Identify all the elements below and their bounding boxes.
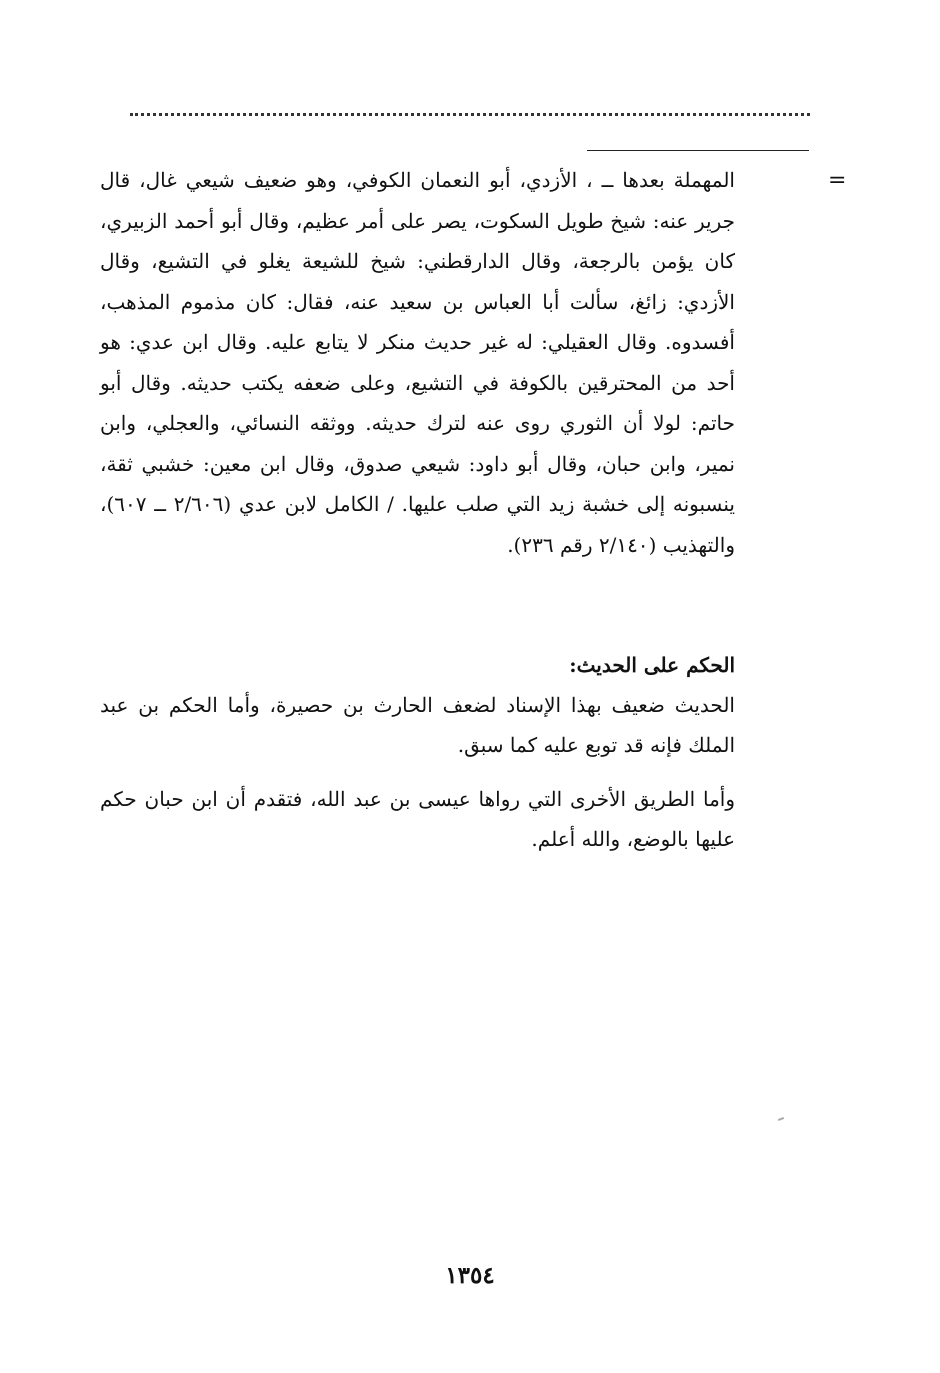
footnote-continuation-marker: = [828,168,847,193]
judgement-paragraph-2: وأما الطريق الأخرى التي رواها عيسى بن عبد الله، فتقدم أن ابن حبان حكم عليها بالوضع، والله أعلم. [100,787,735,851]
footnote-block [100,160,735,565]
footnote-rule [587,150,809,151]
section-heading: الحكم على الحديث: [569,653,735,677]
page-number: ١٣٥٤ [445,1262,495,1289]
judgement-paragraph-1: الحديث ضعيف بهذا الإسناد لضعف الحارث بن حصيرة، وأما الحكم بن عبد الملك فإنه قد توبع عليه كما سبق. [100,693,735,757]
scan-speck [778,1117,784,1121]
hadith-judgement-section [100,645,735,873]
footnote-text: المهملة بعدها ــ ، الأزدي، أبو النعمان الكوفي، وهو ضعيف شيعي غال، قال جرير عنه: شيخ طويل السكوت، يصر على أمر عظيم، وقال أبو أحمد الزبيري، كان يؤمن بالرجعة، وقال الدارقطني: شيخ للشيعة يغلو في التشيع، وقال الأزدي: زائغ، سألت أبا العباس بن سعيد عنه، فقال: كان مذموم المذهب، أفسدوه. وقال العقيلي: له غير حديث منكر لا يتابع عليه. وقال ابن عدي: هو أحد من المحترقين بالكوفة في التشيع، وعلى ضعفه يكتب حديثه. وقال أبو حاتم: لولا أن الثوري روى عنه لترك حديثه. ووثقه النسائي، والعجلي، وابن نمير، وابن حبان، وقال أبو داود: شيعي صدوق، وقال ابن معين: خشبي ثقة، ينسبونه إلى خشبة زيد التي صلب عليها. / الكامل لابن عدي (٢/٦٠٦ ــ ٦٠٧)، والتهذيب (٢/١٤٠ رقم ٢٣٦). [100,168,735,557]
dotted-separator [130,113,810,116]
